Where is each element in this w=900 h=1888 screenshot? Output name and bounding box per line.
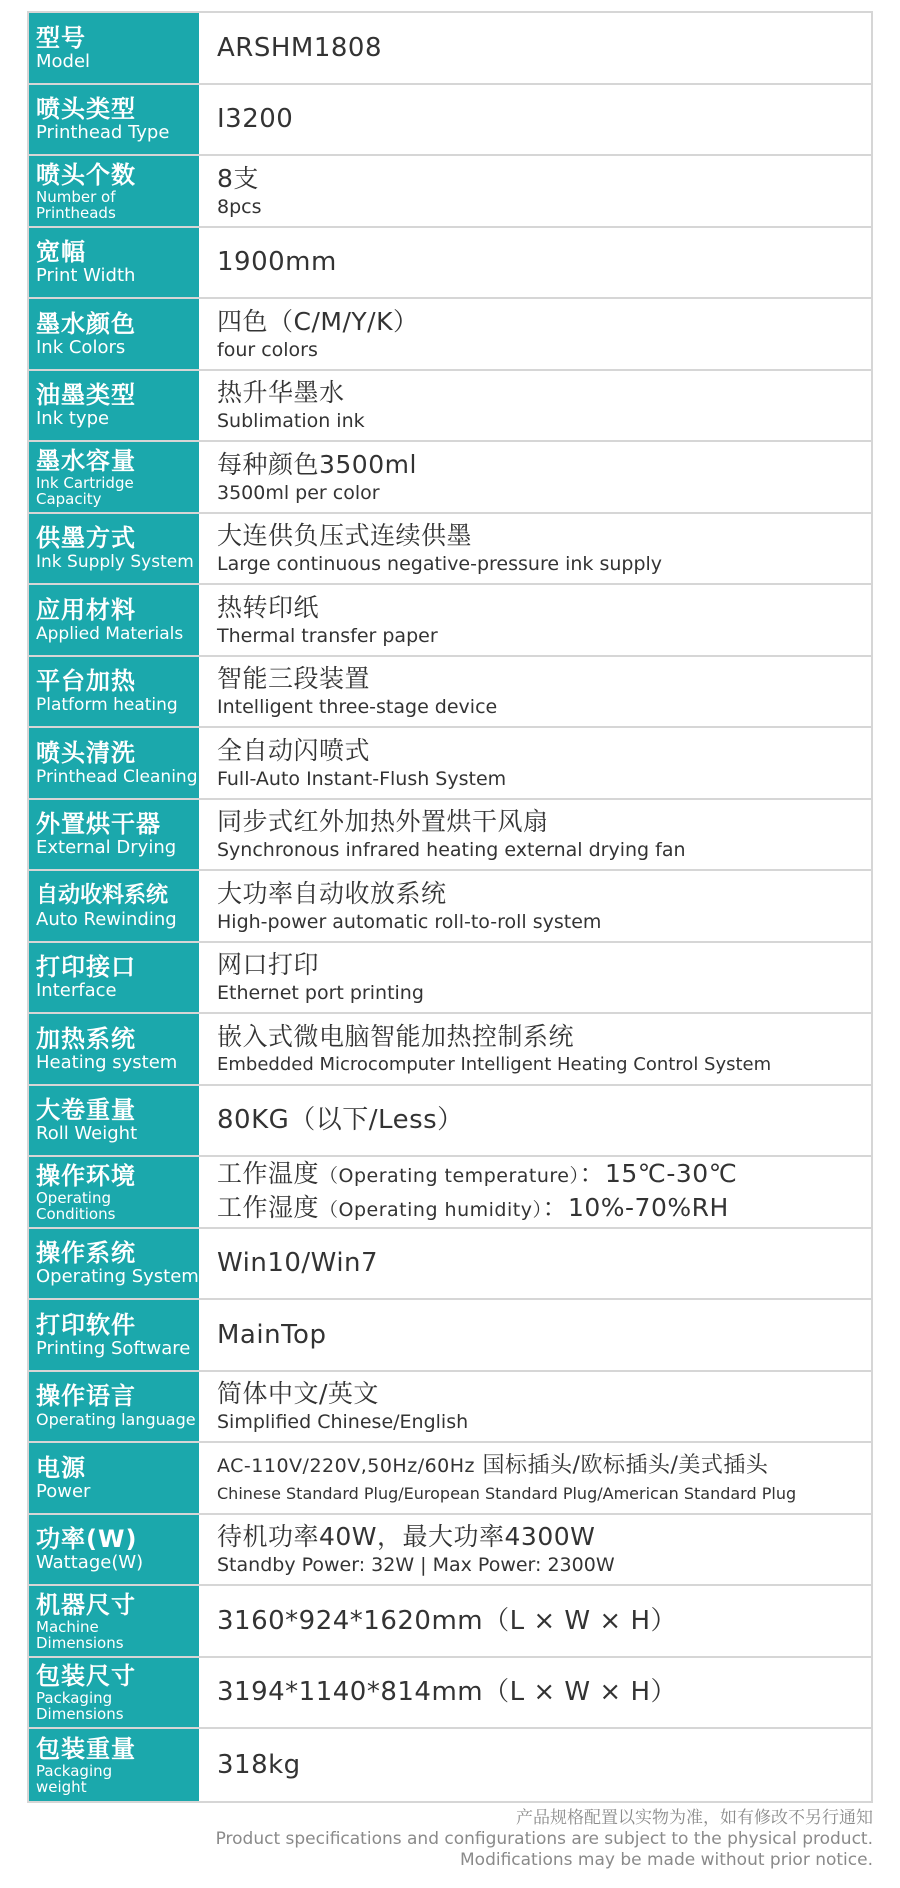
row-label (29, 1372, 201, 1442)
label-en: Heating system (36, 1051, 178, 1073)
label-en: External Drying (36, 837, 177, 859)
row-label (29, 943, 201, 1013)
value-main (217, 1450, 871, 1482)
value-main: 待机功率40W，最大功率4300W (217, 1522, 596, 1552)
label-cn: 外置烘干器 (36, 810, 161, 839)
spec-row-heating-system (29, 1014, 871, 1086)
spec-row-power (29, 1443, 871, 1515)
label-en: Ink type (36, 408, 110, 430)
label-cn: 喷头个数 (36, 160, 136, 189)
disclaimer-en-line2: Modifications may be made without prior notice. (460, 1850, 873, 1870)
temp-value: ：15℃-30℃ (579, 1158, 738, 1188)
value-sub: Large continuous negative-pressure ink supply (217, 553, 663, 576)
value-sub: Simplified Chinese/English (217, 1411, 469, 1434)
disclaimer-en-line1: Product specifications and configurations are subject to the physical product. (215, 1829, 873, 1849)
label-cn: 墨水颜色 (36, 309, 136, 338)
spec-row-operating-system (29, 1229, 871, 1301)
label-en: Roll Weight (36, 1123, 138, 1145)
value-sub: four colors (217, 338, 318, 361)
value-sub: Ethernet port printing (217, 982, 424, 1005)
value-main: Win10/Win7 (217, 1248, 379, 1279)
row-label (29, 514, 201, 584)
row-label (29, 228, 201, 298)
label-en: Operating System (36, 1266, 199, 1288)
value-main: 全自动闪喷式 (217, 735, 371, 765)
label-cn: 墨水容量 (36, 446, 136, 475)
label-en: Wattage(W) (36, 1552, 144, 1574)
row-value (201, 728, 871, 798)
temp-label-en: （Operating temperature） (319, 1164, 580, 1187)
disclaimer-cn: 产品规格配置以实物为准，如有修改不另行通知 (516, 1808, 873, 1828)
row-label (29, 1229, 201, 1299)
value-sub: Full-Auto Instant-Flush System (217, 767, 507, 790)
spec-row-print-width (29, 228, 871, 300)
row-value (201, 85, 871, 155)
row-label (29, 1586, 201, 1656)
row-label (29, 371, 201, 441)
spec-row-printhead-count (29, 156, 871, 228)
label-en: Platform heating (36, 695, 178, 716)
spec-row-packaging-dimensions (29, 1658, 871, 1730)
label-cn: 功率(W) (36, 1525, 138, 1554)
row-value (201, 156, 871, 226)
label-cn: 应用材料 (36, 595, 136, 624)
value-main: 80KG（以下/Less） (217, 1105, 464, 1136)
row-label (29, 85, 201, 155)
row-label (29, 657, 201, 727)
value-main: 智能三段装置 (217, 664, 371, 694)
label-en: Power (36, 1480, 91, 1502)
row-value (201, 13, 871, 83)
value-sub: 3500ml per color (217, 481, 380, 504)
spec-row-operating-conditions (29, 1157, 871, 1229)
label-cn: 平台加热 (36, 667, 136, 696)
value-sub: 8pcs (217, 195, 262, 218)
row-label (29, 442, 201, 512)
label-en: Printhead Cleaning (36, 766, 198, 787)
value-main: 热转印纸 (217, 592, 320, 622)
label-cn: 包装尺寸 (36, 1662, 136, 1691)
spec-row-auto-rewinding (29, 871, 871, 943)
row-value (201, 800, 871, 870)
disclaimer-footer (216, 1808, 873, 1871)
value-main: 大连供负压式连续供墨 (217, 521, 473, 551)
spec-row-ink-capacity (29, 442, 871, 514)
temp-label-cn: 工作温度 (217, 1158, 320, 1188)
row-value (201, 1300, 871, 1370)
value-main: 嵌入式微电脑智能加热控制系统 (217, 1021, 575, 1051)
label-en: Auto Rewinding (36, 908, 177, 930)
label-en: Packaging weight (36, 1761, 113, 1796)
row-label (29, 1086, 201, 1156)
label-en: Operating language (36, 1410, 196, 1430)
label-cn: 宽幅 (36, 238, 86, 267)
label-cn: 大卷重量 (36, 1096, 136, 1125)
spec-row-wattage (29, 1515, 871, 1587)
label-cn: 电源 (36, 1453, 86, 1482)
spec-row-external-drying (29, 800, 871, 872)
operating-humidity (217, 1192, 871, 1226)
hum-value: ：10%-70%RH (542, 1192, 729, 1222)
label-cn: 喷头清洗 (36, 738, 136, 767)
label-en: Ink Cartridge Capacity (36, 473, 134, 508)
value-main: 同步式红外加热外置烘干风扇 (217, 807, 549, 837)
label-en: Printing Software (36, 1337, 191, 1359)
label-en: Model (36, 50, 91, 72)
row-value (201, 371, 871, 441)
spec-row-ink-supply (29, 514, 871, 586)
row-label (29, 871, 201, 941)
row-label (29, 1658, 201, 1728)
row-label (29, 1300, 201, 1370)
row-value (201, 1157, 871, 1227)
value-main: ARSHM1808 (217, 32, 383, 63)
plug-types: 国标插头/欧标插头/美式插头 (482, 1452, 769, 1478)
spec-row-machine-dimensions (29, 1586, 871, 1658)
row-value (201, 585, 871, 655)
spec-row-interface (29, 943, 871, 1015)
label-cn: 供墨方式 (36, 524, 136, 553)
spec-row-operating-language (29, 1372, 871, 1444)
row-label (29, 156, 201, 226)
spec-row-ink-type (29, 371, 871, 443)
row-value (201, 1586, 871, 1656)
spec-row-roll-weight (29, 1086, 871, 1158)
value-main: 每种颜色3500ml (217, 449, 417, 479)
label-en: Packaging Dimensions (36, 1689, 124, 1724)
spec-row-packaging-weight (29, 1729, 871, 1801)
value-main: 3194*1140*814mm（L × W × H） (217, 1677, 677, 1708)
row-value (201, 1229, 871, 1299)
row-value (201, 299, 871, 369)
label-en: Interface (36, 980, 117, 1002)
row-value (201, 514, 871, 584)
value-main: 热升华墨水 (217, 378, 345, 408)
row-value (201, 1515, 871, 1585)
row-value (201, 871, 871, 941)
power-spec: AC-110V/220V,50Hz/60Hz (217, 1454, 476, 1477)
label-cn: 操作环境 (36, 1161, 136, 1190)
spec-row-platform-heating (29, 657, 871, 729)
row-label (29, 1515, 201, 1585)
label-en: Applied Materials (36, 623, 184, 644)
row-value (201, 1443, 871, 1513)
value-sub: Embedded Microcomputer Intelligent Heating Control System (217, 1053, 772, 1075)
value-sub: Synchronous infrared heating external drying fan (217, 839, 686, 862)
spec-row-printhead-type (29, 85, 871, 157)
row-label (29, 1014, 201, 1084)
label-cn: 操作语言 (36, 1382, 136, 1411)
row-value (201, 228, 871, 298)
label-cn: 操作系统 (36, 1239, 136, 1268)
operating-temperature (217, 1158, 871, 1192)
row-value (201, 442, 871, 512)
value-main: 网口打印 (217, 950, 320, 980)
label-cn: 喷头类型 (36, 95, 136, 124)
spec-table (27, 11, 873, 1803)
value-main: MainTop (217, 1319, 327, 1350)
label-cn: 打印接口 (36, 953, 136, 982)
value-main: 3160*924*1620mm（L × W × H） (217, 1605, 677, 1636)
value-sub: Standby Power: 32W | Max Power: 2300W (217, 1554, 615, 1577)
label-cn: 打印软件 (36, 1310, 136, 1339)
value-main: 简体中文/英文 (217, 1379, 379, 1409)
label-cn: 型号 (36, 23, 86, 52)
row-label (29, 13, 201, 83)
row-value (201, 1372, 871, 1442)
row-value (201, 1658, 871, 1728)
spec-row-ink-colors (29, 299, 871, 371)
label-cn: 自动收料系统 (36, 882, 169, 908)
label-cn: 机器尺寸 (36, 1590, 136, 1619)
row-label (29, 1443, 201, 1513)
row-label (29, 1729, 201, 1801)
label-en: Operating Conditions (36, 1188, 116, 1223)
spec-row-printing-software (29, 1300, 871, 1372)
label-en: Number of Printheads (36, 187, 116, 222)
label-en: Machine Dimensions (36, 1617, 124, 1652)
row-value (201, 943, 871, 1013)
hum-label-cn: 工作湿度 (217, 1192, 320, 1222)
row-label (29, 299, 201, 369)
row-value (201, 657, 871, 727)
label-en: Printhead Type (36, 122, 170, 144)
value-main: I3200 (217, 104, 294, 135)
row-label (29, 800, 201, 870)
row-value (201, 1729, 871, 1801)
value-main: 318kg (217, 1749, 301, 1780)
value-sub: Sublimation ink (217, 410, 365, 433)
row-label (29, 728, 201, 798)
value-sub: Chinese Standard Plug/European Standard Plug/American Standard Plug (217, 1483, 797, 1503)
label-cn: 加热系统 (36, 1024, 136, 1053)
label-cn: 油墨类型 (36, 381, 136, 410)
value-sub: High-power automatic roll-to-roll system (217, 910, 602, 933)
label-en: Print Width (36, 265, 136, 287)
row-label (29, 1157, 201, 1227)
value-main: 四色（C/M/Y/K） (217, 306, 419, 336)
value-sub: Intelligent three-stage device (217, 696, 498, 719)
spec-row-applied-materials (29, 585, 871, 657)
row-label (29, 585, 201, 655)
value-main: 大功率自动收放系统 (217, 878, 447, 908)
spec-row-model (29, 13, 871, 85)
label-en: Ink Colors (36, 336, 126, 358)
label-en: Ink Supply System (36, 552, 194, 573)
hum-label-en: （Operating humidity） (319, 1198, 543, 1221)
row-value (201, 1014, 871, 1084)
value-main: 8支 (217, 163, 259, 193)
value-sub: Thermal transfer paper (217, 624, 438, 647)
spec-row-printhead-cleaning (29, 728, 871, 800)
value-main: 1900mm (217, 247, 337, 278)
row-value (201, 1086, 871, 1156)
label-cn: 包装重量 (36, 1734, 136, 1763)
